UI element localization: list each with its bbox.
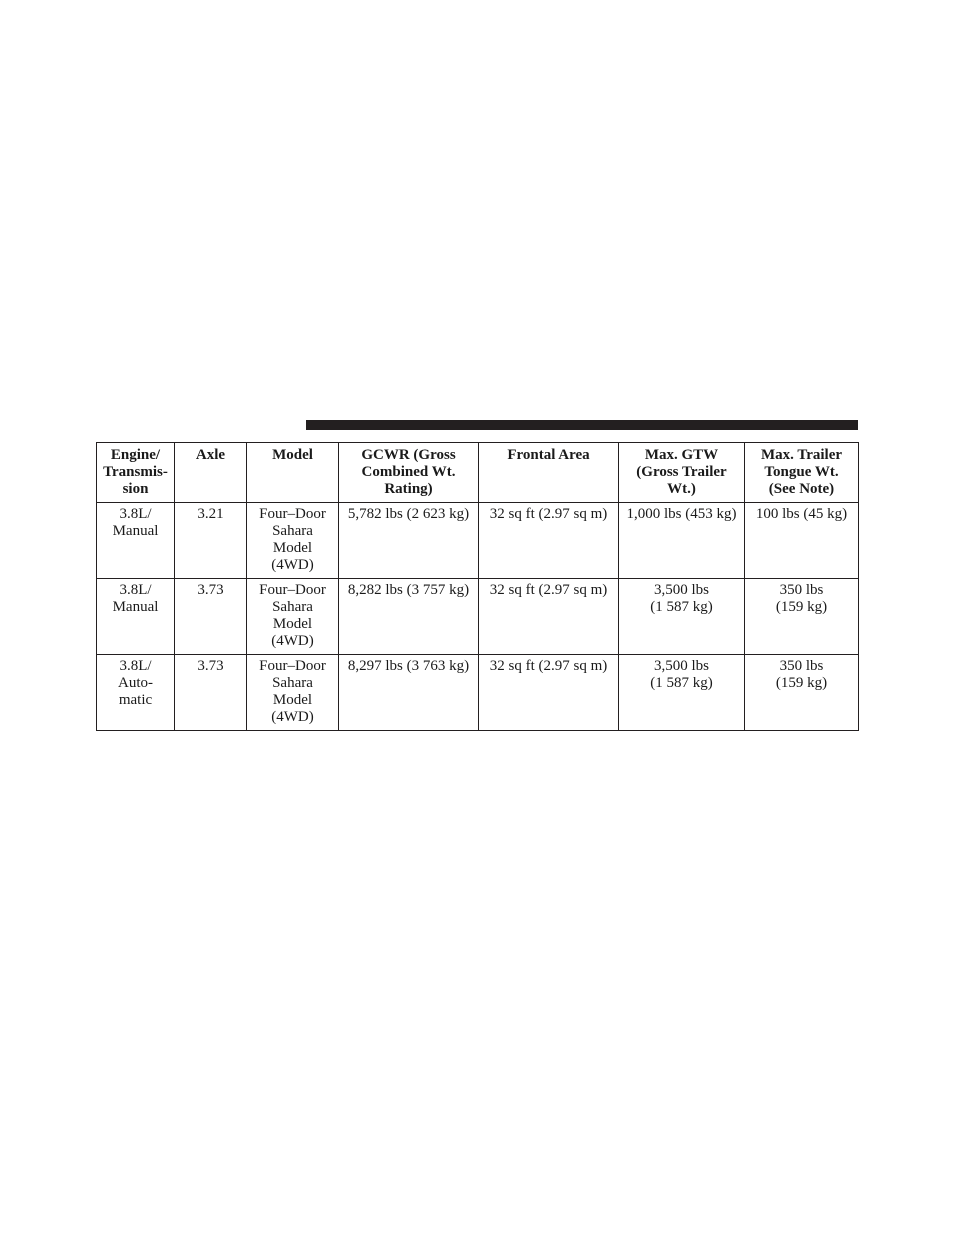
table-row: [97, 655, 859, 731]
header-gcwr: GCWR (Gross Combined Wt. Rating): [339, 443, 479, 503]
header-engine-transmission: Engine/ Transmis- sion: [97, 443, 175, 503]
cell-max-tongue-wt: 100 lbs (45 kg): [745, 503, 859, 579]
towing-specs-table: [96, 442, 859, 731]
cell-frontal-area: 32 sq ft (2.97 sq m): [479, 655, 619, 731]
cell-axle: 3.21: [175, 503, 247, 579]
table-row: [97, 503, 859, 579]
cell-model: Four–Door Sahara Model (4WD): [247, 655, 339, 731]
cell-model: Four–Door Sahara Model (4WD): [247, 503, 339, 579]
cell-gcwr: 5,782 lbs (2 623 kg): [339, 503, 479, 579]
section-header-bar: [306, 420, 858, 430]
cell-frontal-area: 32 sq ft (2.97 sq m): [479, 503, 619, 579]
header-max-tongue-wt: Max. Trailer Tongue Wt. (See Note): [745, 443, 859, 503]
cell-gcwr: 8,282 lbs (3 757 kg): [339, 579, 479, 655]
cell-gcwr: 8,297 lbs (3 763 kg): [339, 655, 479, 731]
cell-model: Four–Door Sahara Model (4WD): [247, 579, 339, 655]
cell-max-gtw: 1,000 lbs (453 kg): [619, 503, 745, 579]
cell-engine-transmission: 3.8L/ Manual: [97, 503, 175, 579]
cell-max-tongue-wt: 350 lbs (159 kg): [745, 579, 859, 655]
header-max-gtw: Max. GTW (Gross Trailer Wt.): [619, 443, 745, 503]
header-axle: Axle: [175, 443, 247, 503]
cell-axle: 3.73: [175, 579, 247, 655]
cell-frontal-area: 32 sq ft (2.97 sq m): [479, 579, 619, 655]
cell-engine-transmission: 3.8L/ Auto- matic: [97, 655, 175, 731]
cell-max-tongue-wt: 350 lbs (159 kg): [745, 655, 859, 731]
table-row: [97, 579, 859, 655]
cell-axle: 3.73: [175, 655, 247, 731]
table-header-row: [97, 443, 859, 503]
cell-max-gtw: 3,500 lbs (1 587 kg): [619, 655, 745, 731]
header-model: Model: [247, 443, 339, 503]
header-frontal-area: Frontal Area: [479, 443, 619, 503]
cell-engine-transmission: 3.8L/ Manual: [97, 579, 175, 655]
cell-max-gtw: 3,500 lbs (1 587 kg): [619, 579, 745, 655]
